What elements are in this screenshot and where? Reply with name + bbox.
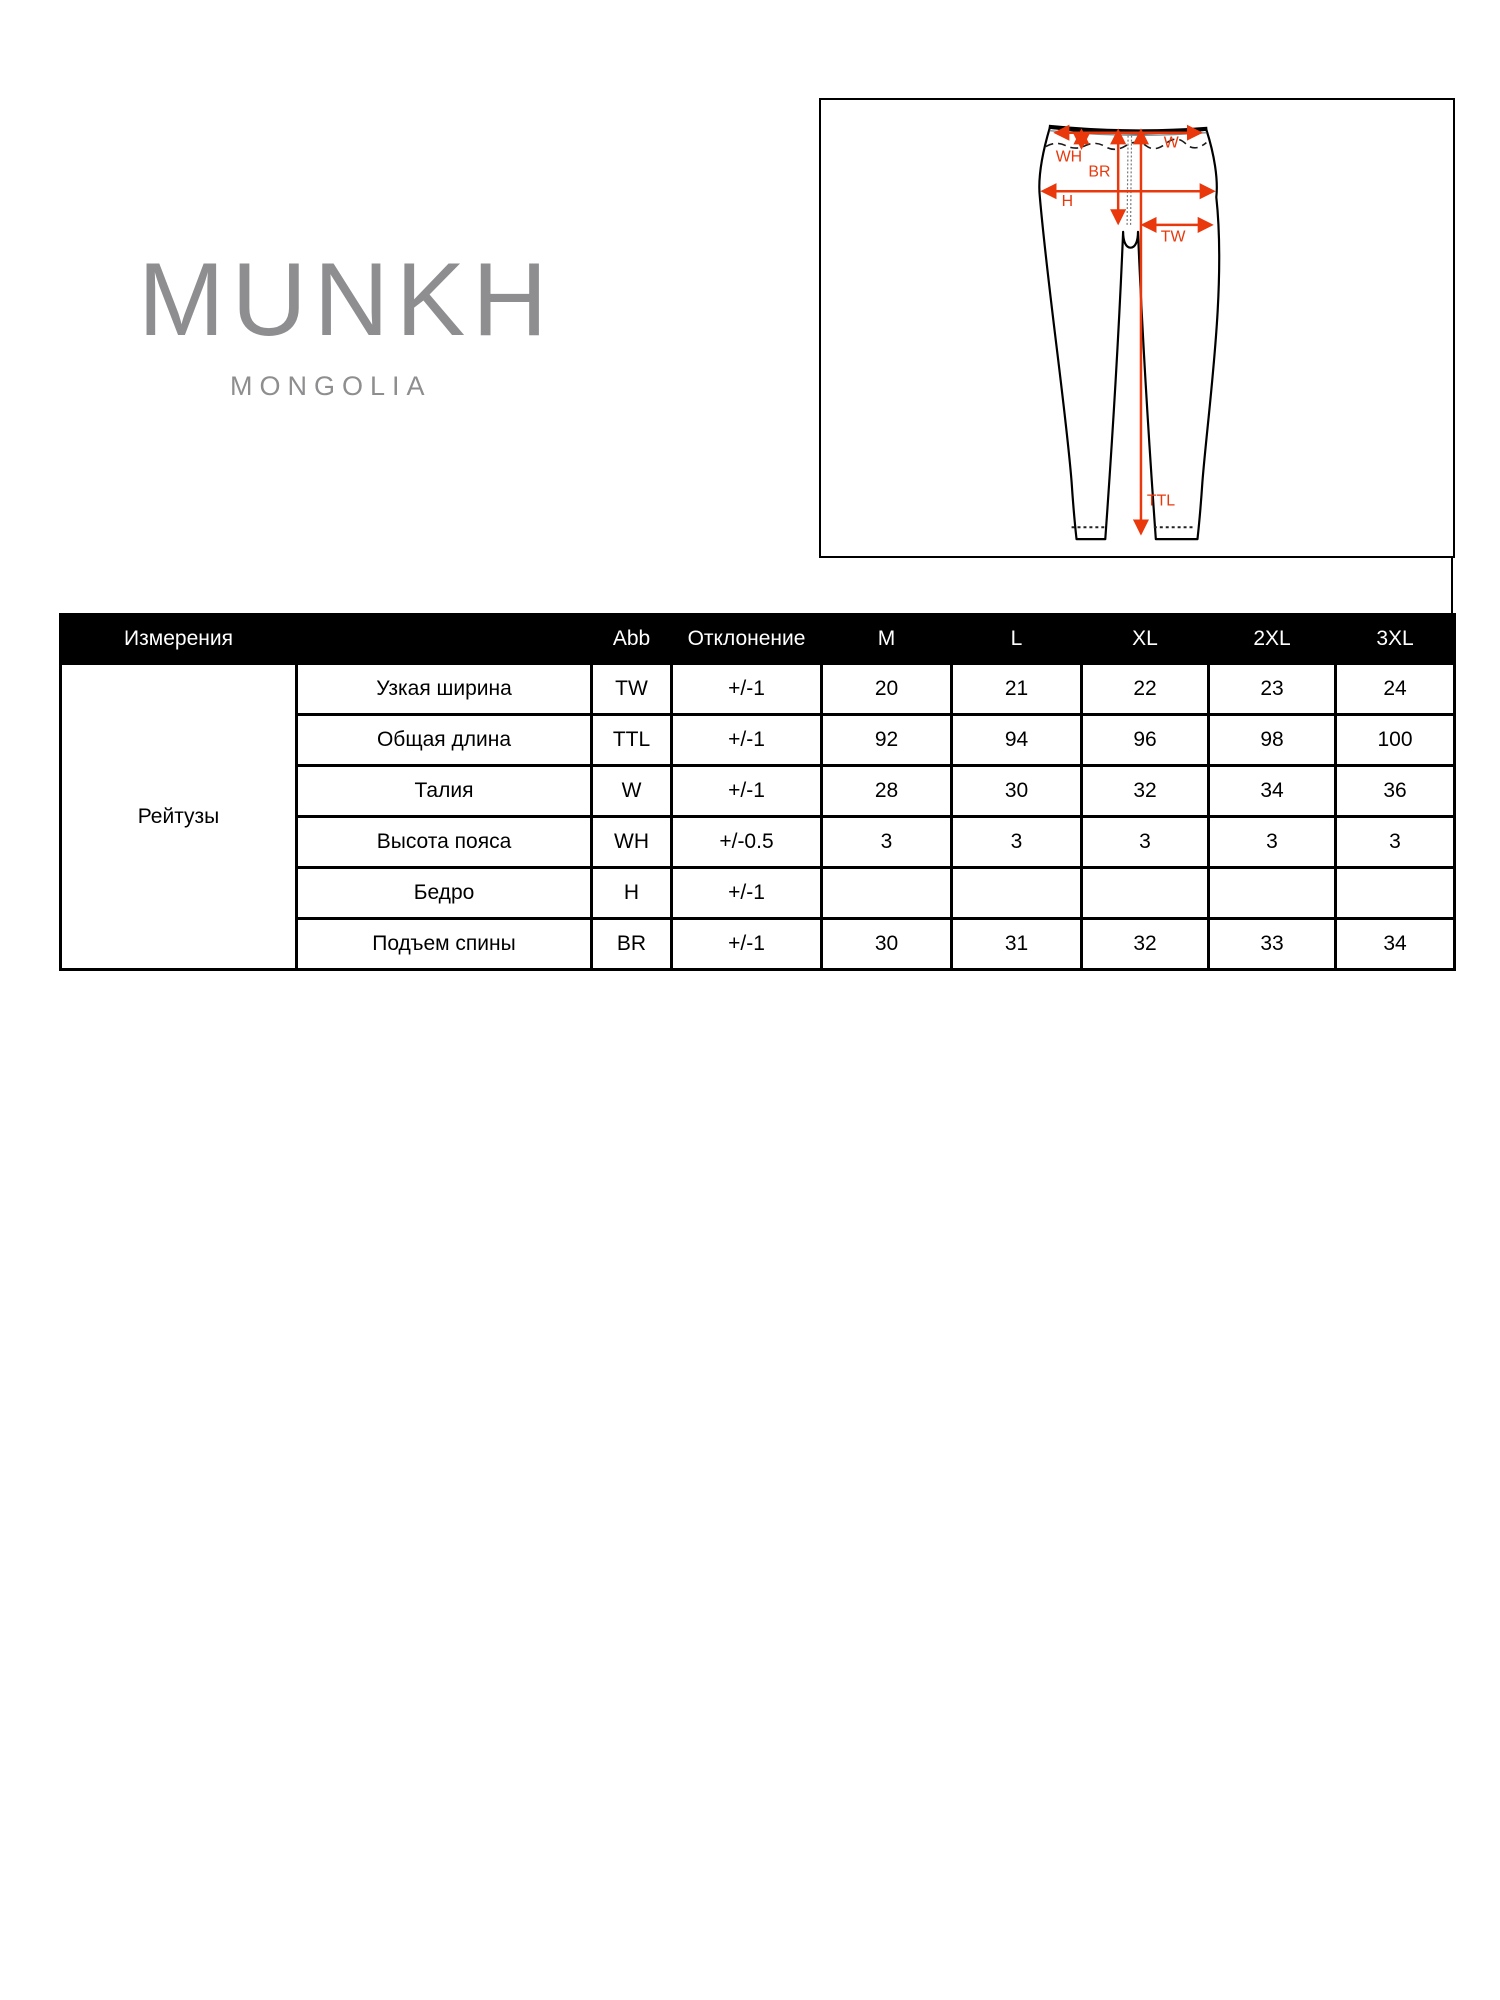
brand-logo-subtitle: MONGOLIA [230,371,432,401]
value-cell: 28 [822,766,952,817]
row-abb-cell: WH [592,817,672,868]
value-cell: 30 [952,766,1082,817]
header-size-m: M [822,615,952,664]
value-cell: 3 [1082,817,1209,868]
value-cell: 94 [952,715,1082,766]
brand-logo [138,242,555,401]
header-size-3xl: 3XL [1336,615,1455,664]
row-tolerance-cell: +/-1 [672,868,822,919]
value-cell: 30 [822,919,952,970]
value-cell: 96 [1082,715,1209,766]
row-name-cell: Высота пояса [297,817,592,868]
table-header-row [61,615,1455,664]
leggings-diagram-svg [821,100,1453,556]
label-wh: WH [1055,148,1083,166]
leggings-outline [1039,128,1219,539]
diagram-table-connector-line [1451,556,1453,615]
label-ttl: TTL [1146,492,1176,510]
row-tolerance-cell: +/-1 [672,664,822,715]
row-abb-cell: W [592,766,672,817]
value-cell [952,868,1082,919]
row-abb-cell: BR [592,919,672,970]
value-cell: 3 [822,817,952,868]
brand-logo-title: MUNKH [138,242,555,358]
value-cell [1209,868,1336,919]
header-size-xl: XL [1082,615,1209,664]
row-abb-cell: H [592,868,672,919]
value-cell: 100 [1336,715,1455,766]
value-cell: 34 [1209,766,1336,817]
value-cell: 22 [1082,664,1209,715]
header-measurements: Измерения [61,615,297,664]
value-cell: 21 [952,664,1082,715]
row-tolerance-cell: +/-0.5 [672,817,822,868]
row-tolerance-cell: +/-1 [672,919,822,970]
value-cell: 98 [1209,715,1336,766]
row-name-cell: Подъем спины [297,919,592,970]
value-cell: 32 [1082,766,1209,817]
size-table [59,613,1456,971]
row-name-cell: Талия [297,766,592,817]
value-cell: 33 [1209,919,1336,970]
value-cell: 3 [1209,817,1336,868]
table-row [61,664,1455,715]
value-cell: 34 [1336,919,1455,970]
header-size-2xl: 2XL [1209,615,1336,664]
row-name-cell: Узкая ширина [297,664,592,715]
group-label-cell: Рейтузы [61,664,297,970]
value-cell [1336,868,1455,919]
value-cell: 32 [1082,919,1209,970]
label-br: BR [1088,163,1111,181]
waistband-top-line [1049,127,1208,132]
value-cell: 3 [952,817,1082,868]
label-h: H [1061,193,1074,211]
value-cell: 3 [1336,817,1455,868]
row-name-cell: Бедро [297,868,592,919]
value-cell: 92 [822,715,952,766]
value-cell: 23 [1209,664,1336,715]
value-cell [1082,868,1209,919]
size-table-wrap [59,613,1456,971]
value-cell: 36 [1336,766,1455,817]
value-cell: 24 [1336,664,1455,715]
label-w: W [1163,134,1179,152]
value-cell: 20 [822,664,952,715]
label-tw: TW [1160,228,1186,246]
row-tolerance-cell: +/-1 [672,715,822,766]
header-tolerance: Отклонение [672,615,822,664]
row-abb-cell: TTL [592,715,672,766]
row-abb-cell: TW [592,664,672,715]
value-cell: 31 [952,919,1082,970]
value-cell [822,868,952,919]
header-empty [297,615,592,664]
row-tolerance-cell: +/-1 [672,766,822,817]
measurement-diagram-box [819,98,1455,558]
header-abb: Abb [592,615,672,664]
header-size-l: L [952,615,1082,664]
row-name-cell: Общая длина [297,715,592,766]
